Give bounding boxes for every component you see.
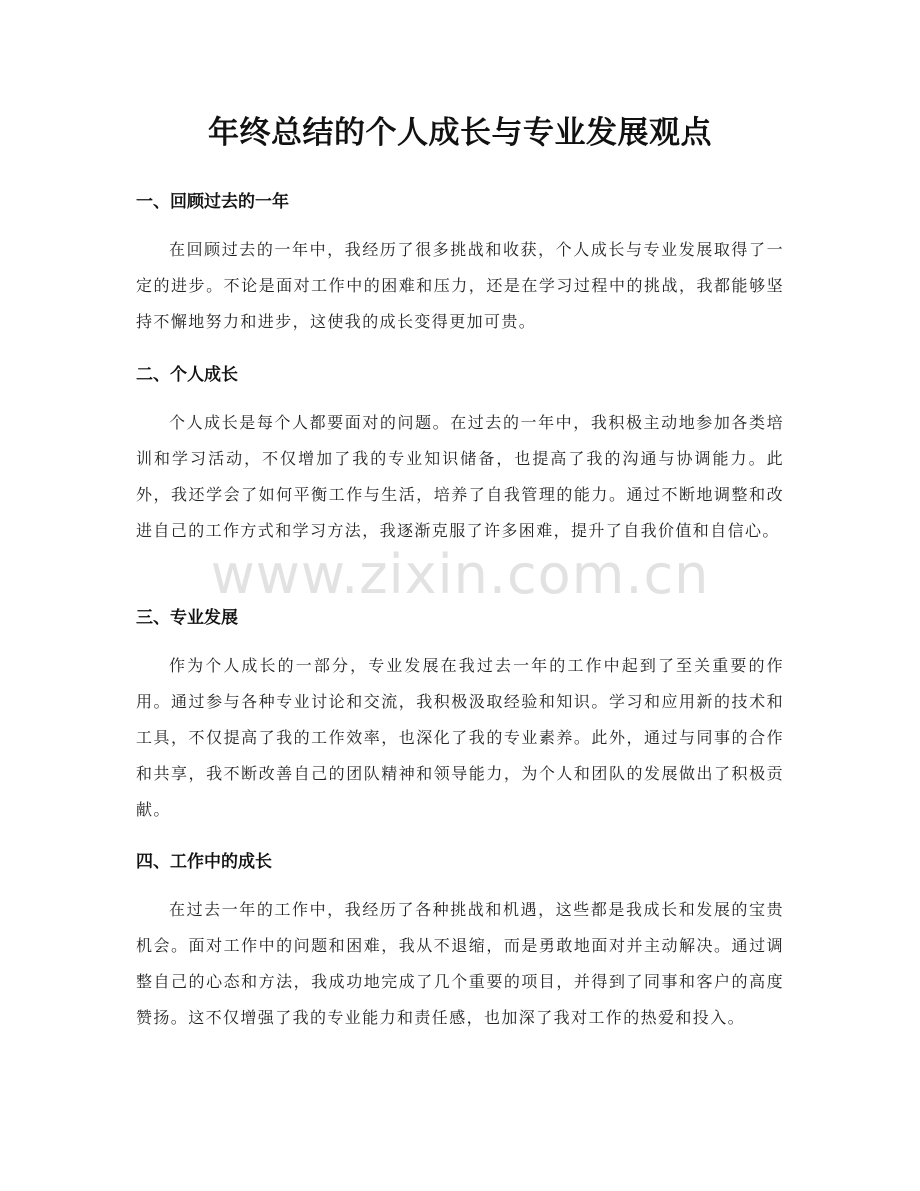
section-heading: 二、个人成长 [136, 365, 238, 385]
section-professional-development [136, 606, 784, 828]
section-paragraph: 作为个人成长的一部分，专业发展在我过去一年的工作中起到了至关重要的作用。通过参与各种专业讨论和交流，我积极汲取经验和知识。学习和应用新的技术和工具，不仅提高了我的工作效率，也深化了我的专业素养。此外，通过与同事的合作和共享，我不断改善自己的团队精神和领导能力，为个人和团队的发展做出了积极贡献。 [136, 656, 784, 819]
section-work-growth [136, 850, 784, 1036]
document-title: 年终总结的个人成长与专业发展观点 [208, 115, 712, 151]
section-heading: 三、专业发展 [136, 608, 238, 628]
section-heading: 四、工作中的成长 [136, 852, 272, 872]
section-personal-growth [136, 363, 784, 549]
section-paragraph: 个人成长是每个人都要面对的问题。在过去的一年中，我积极主动地参加各类培训和学习活动，不仅增加了我的专业知识储备，也提高了我的沟通与协调能力。此外，我还学会了如何平衡工作与生活，培养了自我管理的能力。通过不断地调整和改进自己的工作方式和学习方法，我逐渐克服了许多困难，提升了自我价值和自信心。 [136, 413, 784, 540]
watermark: www.zixin.com.cn [210, 543, 710, 606]
section-paragraph: 在过去一年的工作中，我经历了各种挑战和机遇，这些都是我成长和发展的宝贵机会。面对工作中的问题和困难，我从不退缩，而是勇敢地面对并主动解决。通过调整自己的心态和方法，我成功地完成了几个重要的项目，并得到了同事和客户的高度赞扬。这不仅增强了我的专业能力和责任感，也加深了我对工作的热爱和投入。 [136, 900, 784, 1027]
section-review [136, 190, 784, 340]
section-paragraph: 在回顾过去的一年中，我经历了很多挑战和收获，个人成长与专业发展取得了一定的进步。不论是面对工作中的困难和压力，还是在学习过程中的挑战，我都能够坚持不懈地努力和进步，这使我的成长变得更加可贵。 [136, 240, 784, 331]
section-heading: 一、回顾过去的一年 [136, 192, 289, 212]
